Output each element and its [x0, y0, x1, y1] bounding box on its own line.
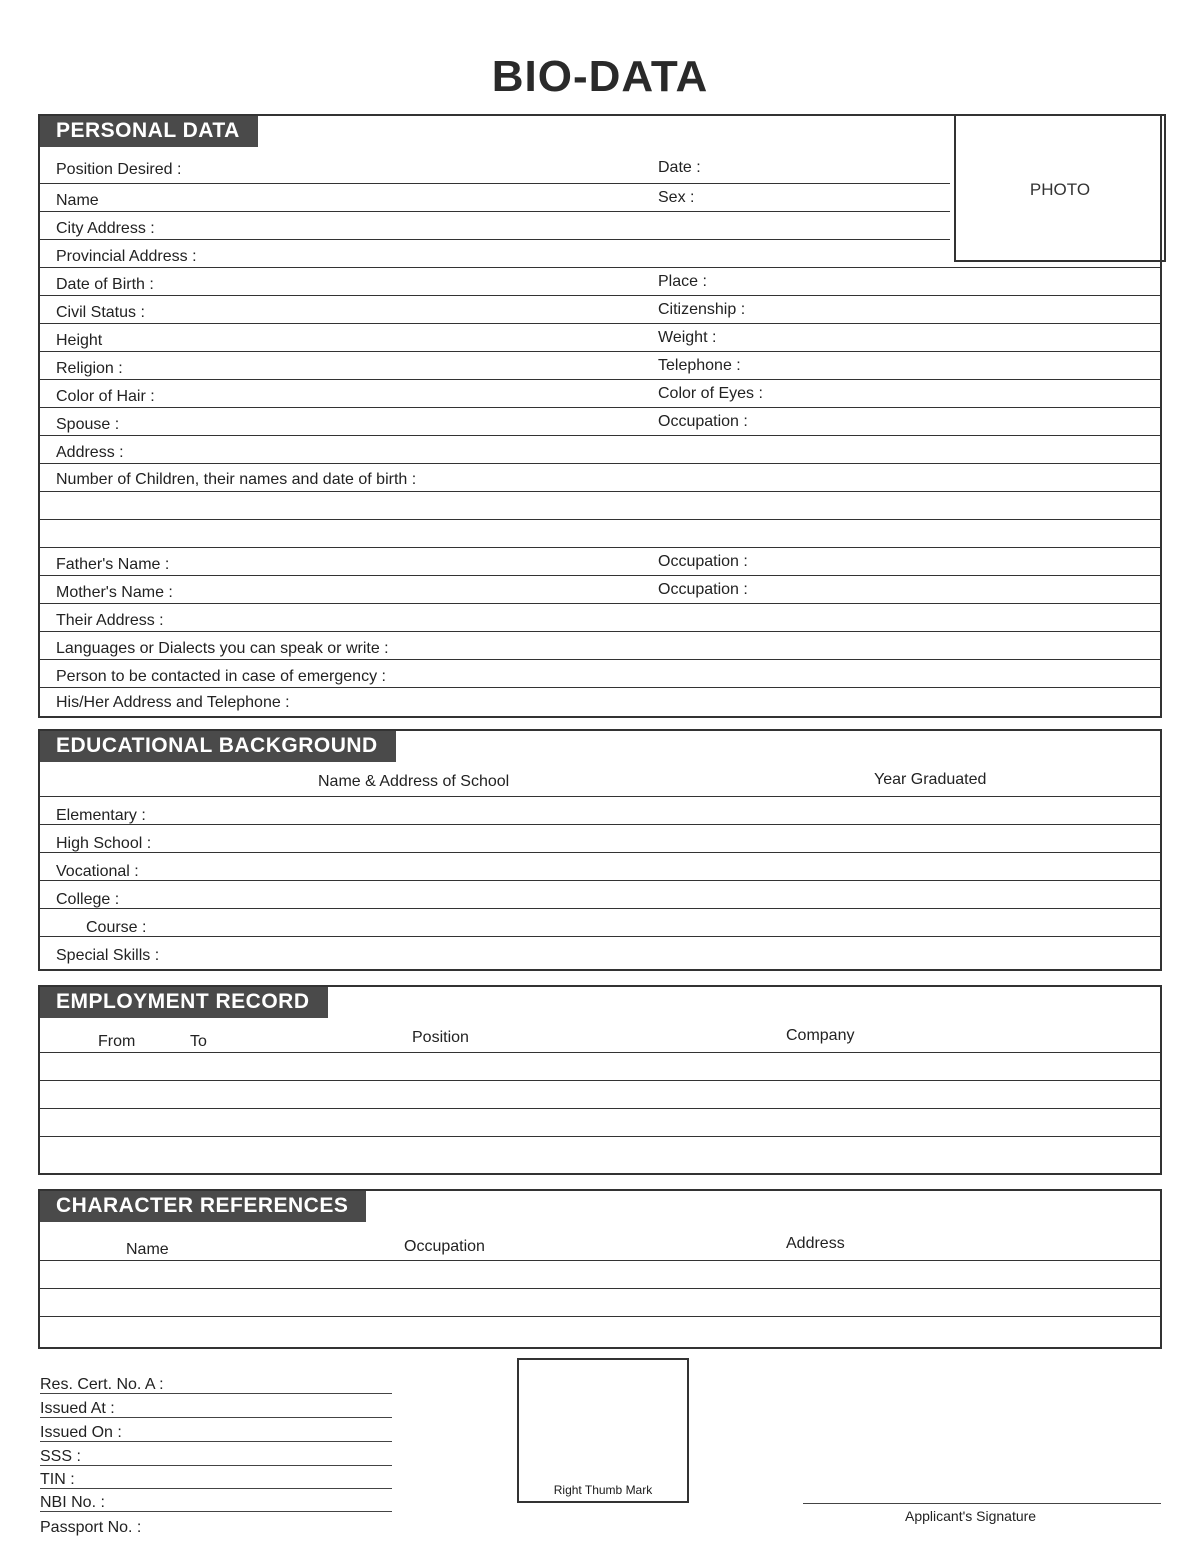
issued-on-label: Issued On :: [40, 1424, 122, 1441]
row-emergency-contact: [40, 660, 1160, 688]
row-height: [40, 324, 1160, 352]
reference-row-3: [40, 1317, 1160, 1347]
row-address: [40, 436, 1160, 464]
row-vocational: [40, 853, 1160, 881]
mother-occupation-label: Occupation :: [658, 581, 748, 598]
issued-on-line: [40, 1441, 392, 1442]
reference-name-column-header: Name: [126, 1241, 169, 1258]
thumb-mark-label: Right Thumb Mark: [553, 1483, 653, 1497]
emergency-contact-label: Person to be contacted in case of emergency :: [56, 668, 386, 685]
employment-row-3: [40, 1109, 1160, 1137]
reference-row-2: [40, 1289, 1160, 1317]
sss-line: [40, 1465, 392, 1466]
tin-label: TIN :: [40, 1471, 75, 1488]
row-civil-status: [40, 296, 1160, 324]
languages-label: Languages or Dialects you can speak or write :: [56, 640, 389, 657]
row-course: [40, 909, 1160, 937]
tin-line: [40, 1488, 392, 1489]
children-label: Number of Children, their names and date of birth :: [56, 471, 417, 488]
college-label: College :: [56, 891, 120, 908]
education-header-row: [40, 763, 1160, 797]
row-provincial-address: [40, 240, 1160, 268]
issued-at-label: Issued At :: [40, 1400, 115, 1417]
vocational-label: Vocational :: [56, 863, 139, 880]
from-column-header: From: [98, 1033, 136, 1050]
employment-row-4: [40, 1137, 1160, 1171]
emergency-address-label: His/Her Address and Telephone :: [56, 694, 290, 711]
references-section: [38, 1189, 1162, 1349]
reference-row-1: [40, 1261, 1160, 1289]
row-college: [40, 881, 1160, 909]
row-name: [40, 184, 950, 212]
mothers-name-label: Mother's Name :: [56, 584, 173, 601]
signature-line: [803, 1503, 1161, 1504]
row-emergency-address: [40, 688, 1160, 716]
place-label: Place :: [658, 273, 707, 290]
date-label: Date :: [658, 159, 701, 176]
row-religion: [40, 352, 1160, 380]
row-special-skills: [40, 937, 1160, 969]
personal-data-section: [38, 114, 1162, 718]
row-spouse: [40, 408, 1160, 436]
issued-at-line: [40, 1417, 392, 1418]
course-label: Course :: [86, 919, 147, 936]
row-children-blank-1: [40, 492, 1160, 520]
company-column-header: Company: [786, 1027, 855, 1044]
color-of-eyes-label: Color of Eyes :: [658, 385, 763, 402]
address-label: Address :: [56, 444, 124, 461]
nbi-line: [40, 1511, 392, 1512]
city-address-label: City Address :: [56, 220, 155, 237]
employment-heading: EMPLOYMENT RECORD: [40, 987, 328, 1018]
page-title: BIO-DATA: [491, 52, 709, 101]
height-label: Height: [56, 332, 103, 349]
their-address-label: Their Address :: [56, 612, 164, 629]
father-occupation-label: Occupation :: [658, 553, 748, 570]
res-cert-label: Res. Cert. No. A :: [40, 1376, 164, 1393]
education-section: [38, 729, 1162, 971]
year-graduated-column-header: Year Graduated: [874, 771, 987, 788]
row-mothers-name: [40, 576, 1160, 604]
personal-data-heading: PERSONAL DATA: [40, 116, 258, 147]
name-label: Name: [56, 192, 99, 209]
references-heading: CHARACTER REFERENCES: [40, 1191, 366, 1222]
row-languages: [40, 632, 1160, 660]
row-high-school: [40, 825, 1160, 853]
position-column-header: Position: [412, 1029, 469, 1046]
elementary-label: Elementary :: [56, 807, 146, 824]
employment-header-row: [40, 1019, 1160, 1053]
sex-label: Sex :: [658, 189, 695, 206]
signature-label: Applicant's Signature: [905, 1508, 1037, 1524]
weight-label: Weight :: [658, 329, 717, 346]
row-children: [40, 464, 1160, 492]
thumb-mark-box: [517, 1358, 689, 1503]
res-cert-line: [40, 1393, 392, 1394]
religion-label: Religion :: [56, 360, 123, 377]
row-children-blank-2: [40, 520, 1160, 548]
spouse-occupation-label: Occupation :: [658, 413, 748, 430]
high-school-label: High School :: [56, 835, 152, 852]
civil-status-label: Civil Status :: [56, 304, 145, 321]
row-elementary: [40, 797, 1160, 825]
reference-address-column-header: Address: [786, 1235, 845, 1252]
employment-section: [38, 985, 1162, 1175]
nbi-label: NBI No. :: [40, 1494, 105, 1511]
row-their-address: [40, 604, 1160, 632]
row-city-address: [40, 212, 950, 240]
citizenship-label: Citizenship :: [658, 301, 746, 318]
fathers-name-label: Father's Name :: [56, 556, 170, 573]
telephone-label: Telephone :: [658, 357, 741, 374]
to-column-header: To: [190, 1033, 207, 1050]
photo-label: PHOTO: [1029, 180, 1091, 199]
employment-row-1: [40, 1053, 1160, 1081]
row-date-of-birth: [40, 268, 1160, 296]
references-header-row: [40, 1223, 1160, 1261]
spouse-label: Spouse :: [56, 416, 120, 433]
employment-row-2: [40, 1081, 1160, 1109]
sss-label: SSS :: [40, 1448, 81, 1465]
special-skills-label: Special Skills :: [56, 947, 160, 964]
education-heading: EDUCATIONAL BACKGROUND: [40, 731, 396, 762]
provincial-address-label: Provincial Address :: [56, 248, 197, 265]
row-color-of-hair: [40, 380, 1160, 408]
passport-label: Passport No. :: [40, 1519, 142, 1536]
reference-occupation-column-header: Occupation: [404, 1238, 485, 1255]
school-column-header: Name & Address of School: [318, 773, 510, 790]
color-of-hair-label: Color of Hair :: [56, 388, 155, 405]
row-fathers-name: [40, 548, 1160, 576]
date-of-birth-label: Date of Birth :: [56, 276, 154, 293]
position-desired-label: Position Desired :: [56, 161, 182, 178]
row-position-desired: [40, 146, 950, 184]
